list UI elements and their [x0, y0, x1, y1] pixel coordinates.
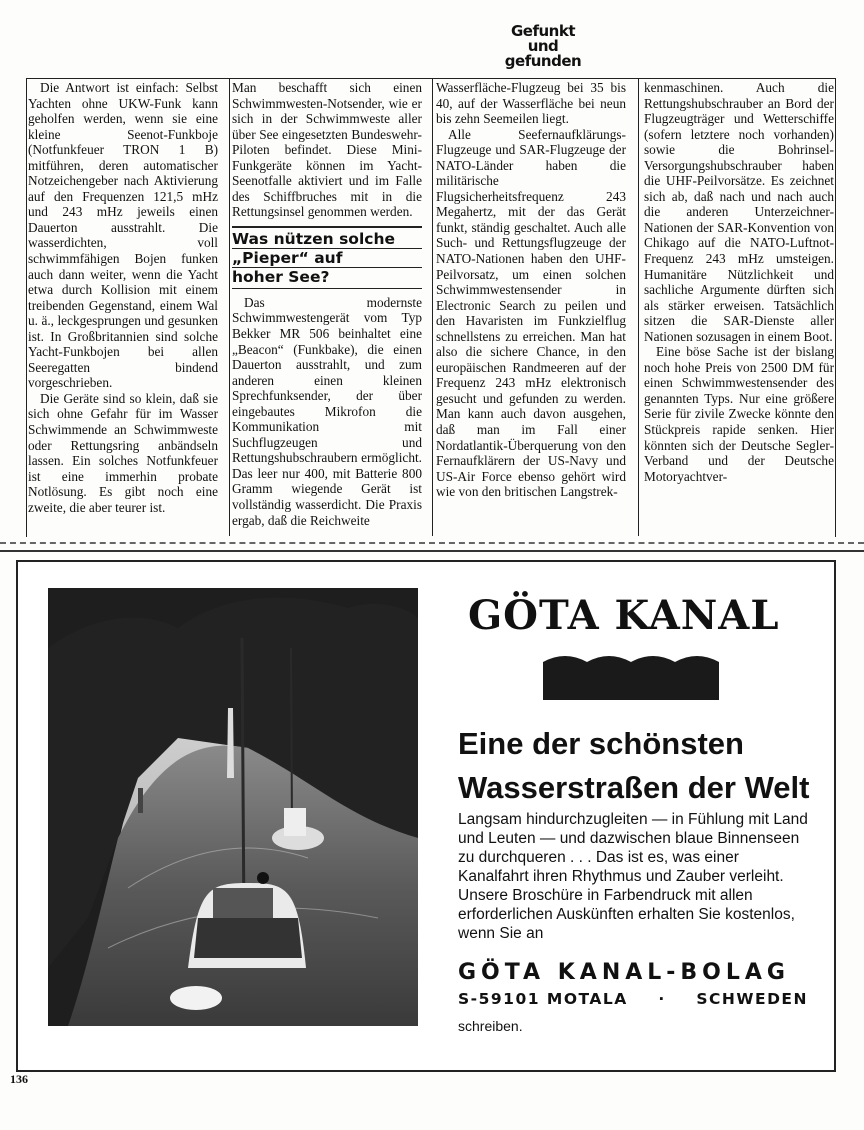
paragraph: Das modernste Schwimmwestengerät vom Typ Bekker MR 506 beinhaltet eine „Beacon“ (Funkbake), die einen Dauerton ausstrahlt, und zum anderen einen kleinen Sprechfunksender, der über eingebautes Mikrofon die Kommunikation mit Suchflugzeugen und Rettungshubschraubern ermöglicht. Das leer nur 400, mit Batterie 800 Gramm wiegende Gerät ist vollständig wasserdicht. Die Praxis ergab, daß die Reichweite [232, 294, 422, 528]
wave-logo-icon [543, 650, 719, 700]
section-head-line: gefunden [504, 52, 582, 70]
address-separator: · [658, 990, 666, 1008]
column-rule [229, 78, 230, 536]
paragraph: Alle Seefernaufklärungs-Flugzeuge und SAR-Flugzeuge der NATO-Länder haben die militärische Flugsicherheitsfrequenz 243 Megahertz, mit der das Gerät funkt, ständig geschaltet. Auch alle Such- und Rettungsflugzeuge der NATO-Nationen haben den UHF-Peilvorsatz, um einen solchen Schwimmwestensender in Electronic Search zu peilen und den Havaristen im Funkzielflug schnellstens zu erreichen. Man hat also die sichere Chance, in den europäischen Randmeeren auf der Frequenz 243 mHz elektronisch gesucht und gefunden zu werden. Man kann auch davon ausgehen, daß man im Fall einer Nordatlantik-Überquerung von den Fernaufklärern der US-Navy und US-Air Force ebenso gehört wird wie von den britischen Langstrek- [436, 126, 626, 500]
article-column-3 [436, 80, 626, 500]
article-column-1 [28, 80, 218, 515]
headline-line: Was nützen solche [232, 230, 422, 249]
paragraph: Man beschafft sich einen Schwimmwesten-Notsender, wie er sich in der Schwimmweste aller über See eingesetzten Bundeswehr-Piloten befindet. Diese Mini-Funkgeräte können im Yacht-Seenotfalle aktiviert und im Falle des Schiffbruches mit in die Rettungsinsel genommen werden. [232, 80, 422, 220]
section-head [500, 24, 586, 69]
ad-headline [458, 722, 809, 810]
ad-signoff: schreiben. [458, 1018, 523, 1034]
ad-body [458, 810, 810, 943]
article-column-2 [232, 80, 422, 528]
section-head-line: und [527, 37, 559, 55]
ad-paragraph: Unsere Broschüre in Farbendruck mit allen erforderlichen Auskünften erhalten Sie kostenlos, wenn Sie an [458, 887, 795, 942]
article-headline [232, 226, 422, 289]
paragraph: Eine böse Sache ist der bislang noch hohe Preis von 2500 DM für einen Schwimmwestensender des genannten Typs. Nur eine größere Serie für zivile Zwecke könnte den Stückpreis rapide senken. Hier könnten sich der Deutsche Segler-Verband und der Deutsche Motoryachtver- [644, 344, 834, 484]
headline-line: „Pieper“ auf [232, 249, 422, 268]
paragraph: Die Antwort ist einfach: Selbst Yachten ohne UKW-Funk kann geholfen werden, wenn sie eine kleine Seenot-Funkboje (Notfunkfeuer TRON 1 B) mitführen, deren automatischer Notzeichengeber nach Aktivierung auf den Frequenzen 121,5 mHz und 243 mHz jeweils einen Dauerton ausstrahlt. Die wasserdichten, voll schwimmfähigen Bojen funken auch dann weiter, wenn die Yacht etwa durch Kollision mit einem treibenden Gegenstand, einem Wal u. ä., leckgesprungen und gesunken ist. In Großbritannien sind solche Yacht-Funkbojen bei allen Seeregatten bindend vorgeschrieben. [28, 80, 218, 391]
section-head-line: Gefunkt [510, 22, 575, 40]
brand-logo: GÖTA KANAL [468, 592, 780, 639]
page-divider [0, 542, 864, 552]
column-rule [638, 78, 639, 536]
paragraph: kenmaschinen. Auch die Rettungshubschrauber an Bord der Flugzeugträger und Wetterschiffe (sofern letztere noch vorhanden) sowie die Bohrinsel-Versorgungshubschrauber haben die UHF-Peilvorsätze. Es zeichnet sich ab, daß nach und nach auch die anderen Unterzeichner-Nationen der SAR-Konvention von Chikago auf die NATO-Luftnot-Frequenz 243 mHz umsteigen. Humanitäre Nützlichkeit und sachliche Argumente dürften sich als stärker erweisen. Tatsächlich sitzen die SAR-Dienste aller Nationen sozusagen in einem Boot. [644, 80, 834, 344]
ad-headline-line: Eine der schönsten [458, 726, 744, 761]
ad-paragraph: Langsam hindurchzugleiten — in Fühlung mit Land und Leuten — und dazwischen blaue Binnenseen zu durchqueren . . . Das ist es, was einer Kanalfahrt ihren Rhythmus und Zauber verleiht. [458, 811, 808, 885]
canal-boats-photo [48, 588, 418, 1026]
address-postcode-city: S-59101 MOTALA [458, 990, 628, 1008]
address-country: SCHWEDEN [696, 990, 808, 1008]
paragraph: Wasserfläche-Flugzeug bei 35 bis 40, auf der Wasserfläche bei neun bis zehn Seemeilen liegt. [436, 80, 626, 127]
column-rule [432, 78, 433, 536]
company-name: GÖTA KANAL-BOLAG [458, 960, 790, 985]
company-address [458, 990, 808, 1008]
ad-headline-line: Wasserstraßen der Welt [458, 770, 810, 805]
headline-line: hoher See? [232, 267, 330, 286]
article-column-4 [644, 80, 834, 484]
page-number: 136 [10, 1072, 28, 1086]
paragraph: Die Geräte sind so klein, daß sie sich ohne Gefahr für im Wasser Schwimmende an Schwimmweste oder Rettungsring anbändseln lassen. Ein solches Notfunkfeuer ist eine immerhin probate Notlösung. Es gibt noch eine zweite, die aber teurer ist. [28, 390, 218, 515]
advertisement [16, 560, 836, 1072]
